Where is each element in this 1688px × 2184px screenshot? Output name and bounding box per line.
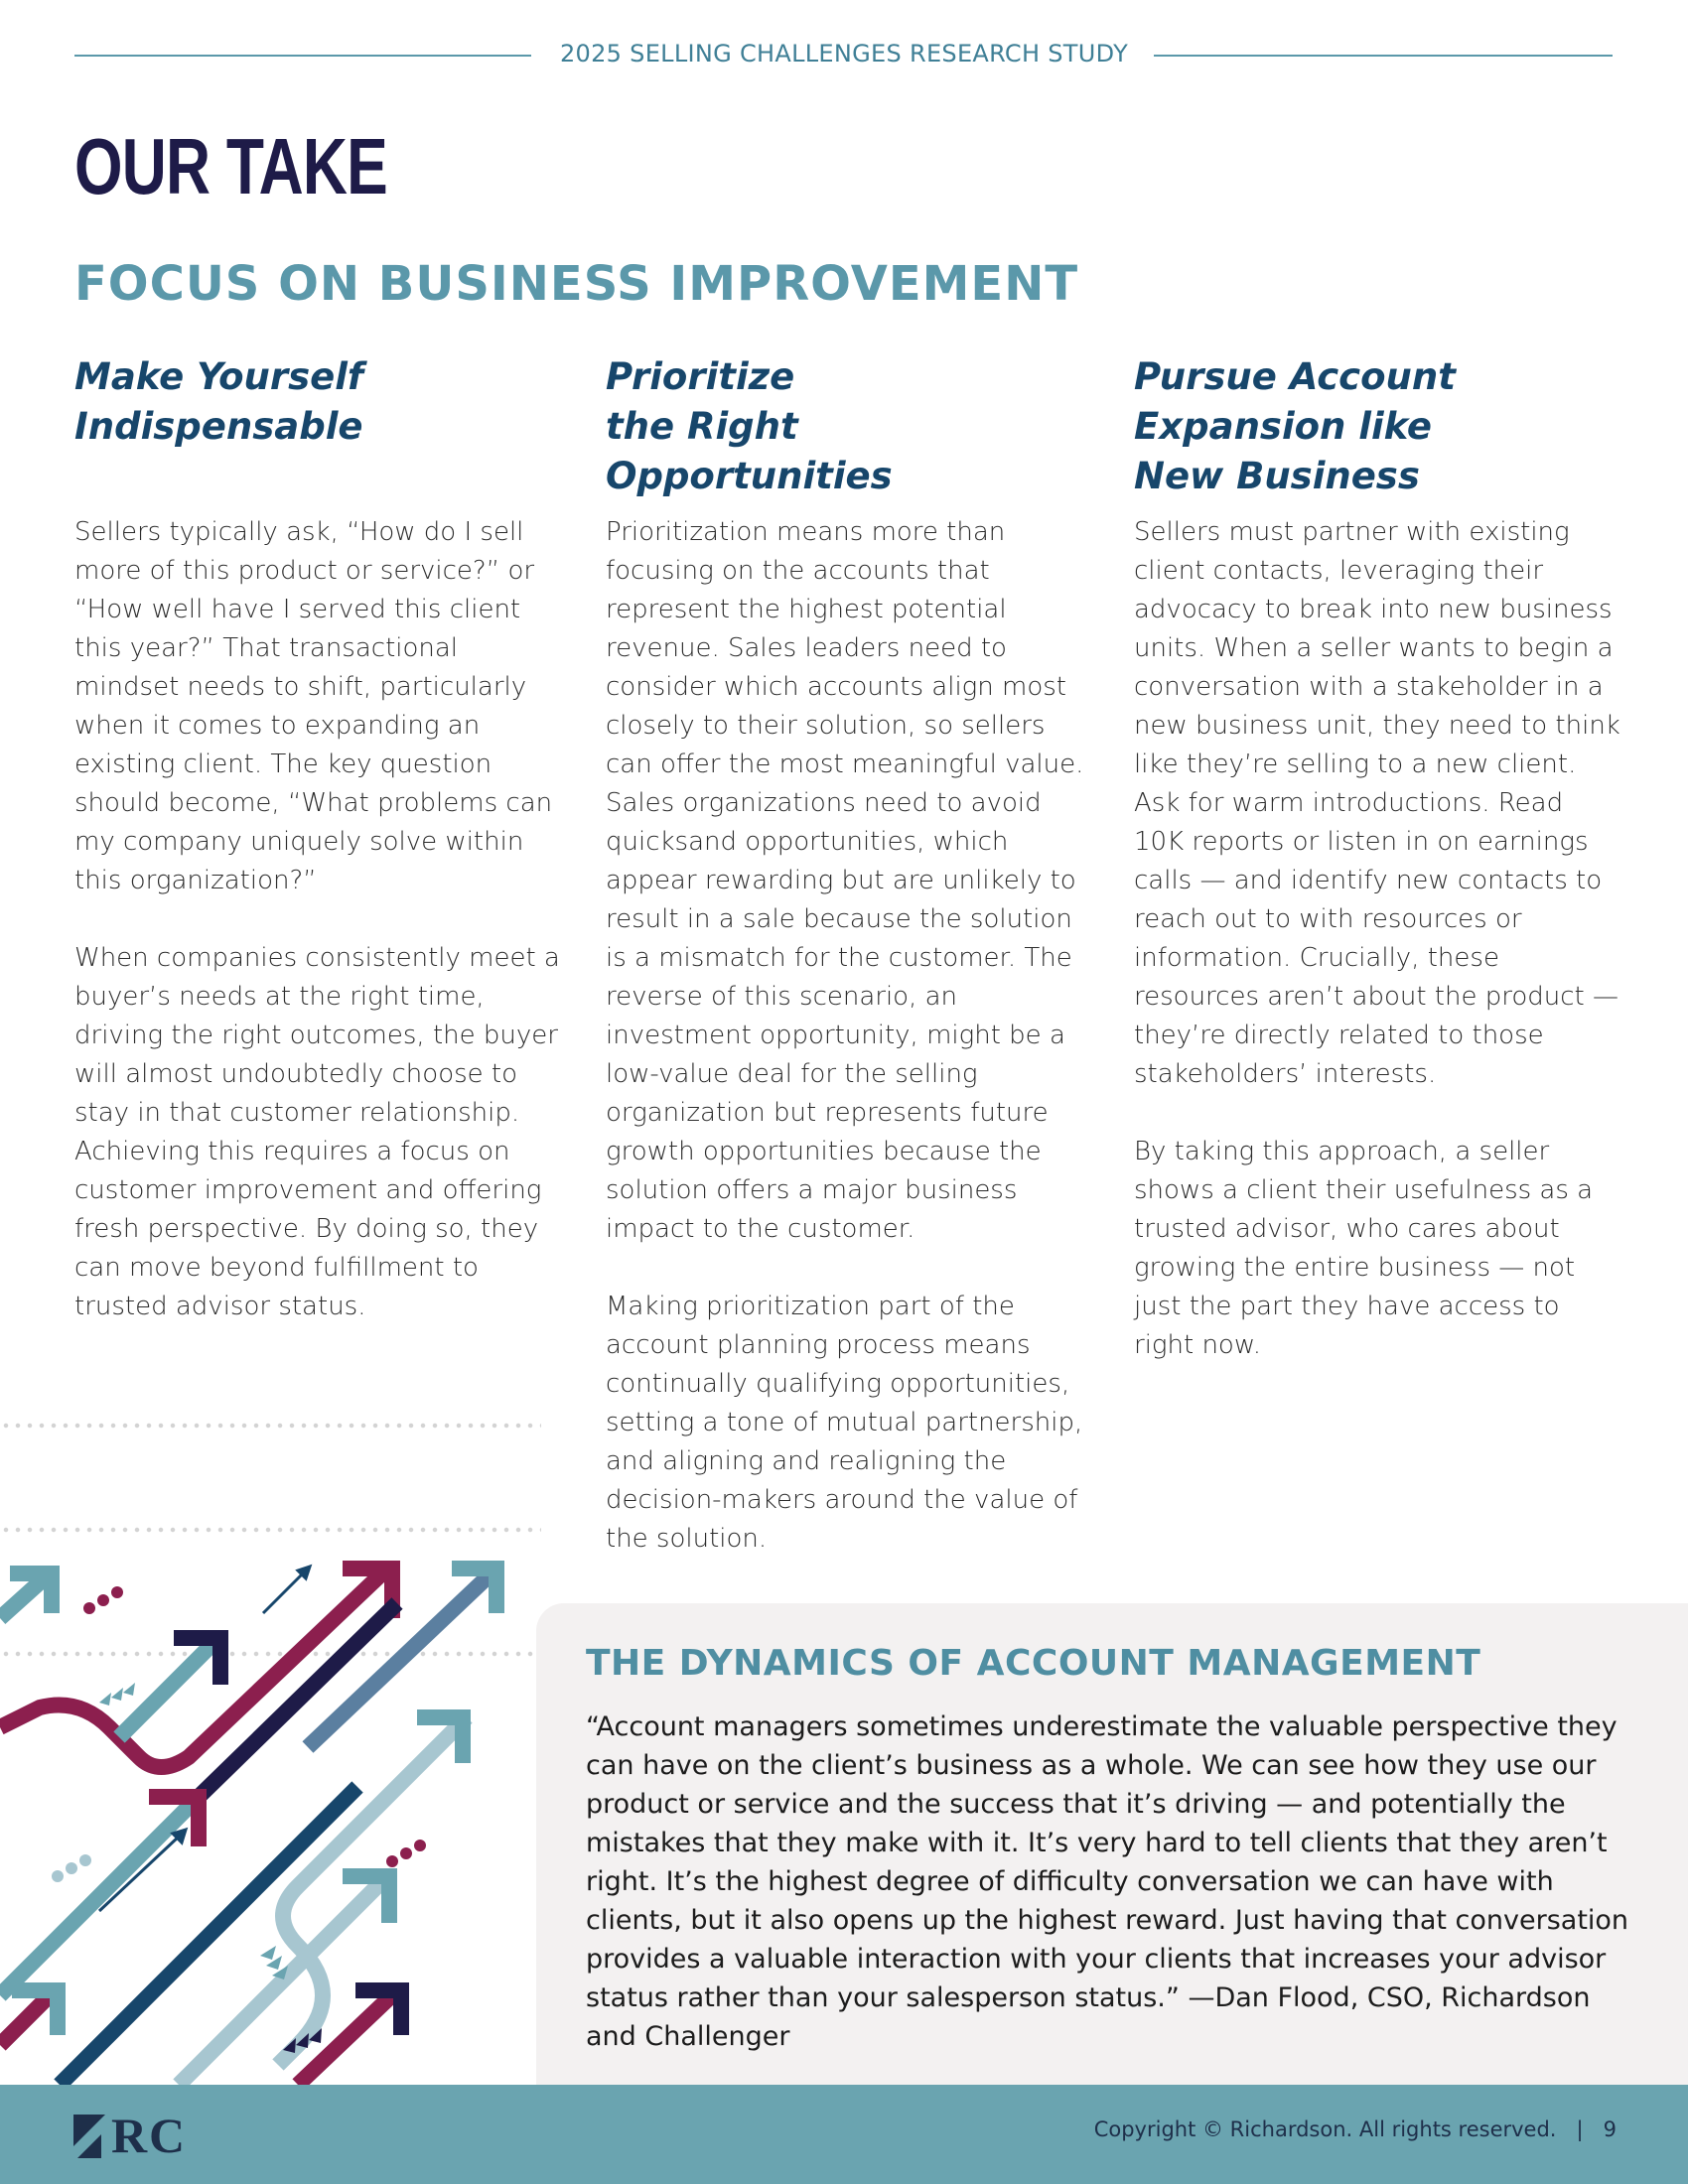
column-body: [74, 513, 561, 1365]
callout-quote: “Account managers sometimes underestimate the valuable perspective they can have on the client’s business as a whole. We can see how they use our product or service and the success that it’s driving — and potentially the mistakes that they make with it. It’s very hard to tell clients that they aren’t right. It’s the highest degree of difficulty conversation we can have with clients, but it also opens up the highest reward. Just having that conversation provides a valuable interaction with your clients that increases your advisor status rather than your salesperson status.” —Dan Flood, CSO, Richardson and Challenger: [586, 1711, 1629, 2052]
paragraph: Sellers typically ask, “How do I sell more of this product or service?” or “How well have I served this client this year?” That transactional mindset needs to shift, particularly when it comes to expanding an existing client. The key question should become, “What problems can my company uniquely solve within this organization?”: [74, 517, 553, 895]
report-title: 2025 SELLING CHALLENGES RESEARCH STUDY: [542, 40, 1146, 68]
column-title: [606, 352, 1092, 501]
copyright: Copyright © Richardson. All rights reserved.: [1093, 2117, 1557, 2141]
dotted-rule: [0, 1423, 541, 1429]
column-title-line: Opportunities: [606, 455, 893, 497]
column-indispensable: [74, 352, 561, 1321]
column-title-line: Make Yourself: [74, 355, 363, 398]
richardson-logo: [71, 2107, 191, 2166]
arrows-illustration: [0, 1529, 541, 2085]
column-body: [606, 513, 1092, 1597]
logo-letter-c: C: [149, 2108, 186, 2163]
page-number: 9: [1603, 2117, 1617, 2141]
column-title: [74, 352, 561, 452]
column-title-line: Expansion like: [1134, 405, 1433, 448]
column-prioritize: [606, 352, 1092, 1554]
column-title-line: New Business: [1134, 455, 1420, 497]
footer-separator: |: [1576, 2117, 1584, 2141]
header: [0, 40, 1688, 68]
callout-title: THE DYNAMICS OF ACCOUNT MANAGEMENT: [586, 1643, 1481, 1684]
column-account-expansion: [1134, 352, 1620, 1360]
paragraph: By taking this approach, a seller shows a client their usefulness as a trusted advisor, who cares about growing the entire business — not just the part they have access to right now.: [1134, 1137, 1594, 1360]
paragraph: Prioritization means more than focusing on the accounts that represent the highest potential revenue. Sales leaders need to consider which accounts align most closely to their solution, so sellers can offer the most meaningful value. Sales organizations need to avoid quicksand opportunities, which appear rewarding but are unlikely to result in a sale because the solution is a mismatch for the customer. The reverse of this scenario, an investment opportunity, might be a low-value deal for the selling organization but represents future growth opportunities because the solution offers a major business impact to the customer.: [606, 517, 1084, 1244]
paragraph: When companies consistently meet a buyer’s needs at the right time, driving the right outcomes, the buyer will almost undoubtedly choose to stay in that customer relationship. Achieving this requires a focus on customer improvement and offering fresh perspective. By doing so, they can move beyond fulfillment to trusted advisor status.: [74, 943, 560, 1321]
paragraph: Making prioritization part of the account planning process means continually qualifying opportunities, setting a tone of mutual partnership, and aligning and realigning the decision-makers around the value of the solution.: [606, 1292, 1083, 1554]
section-title: FOCUS ON BUSINESS IMPROVEMENT: [74, 256, 1079, 312]
footer-info: [1094, 2117, 1617, 2141]
logo-letter-r: R: [111, 2108, 148, 2163]
page-heading: OUR TAKE: [74, 122, 387, 210]
column-title-line: Prioritize: [606, 355, 795, 398]
paragraph: Sellers must partner with existing client contacts, leveraging their advocacy to break into new business units. When a seller wants to begin a conversation with a stakeholder in a new business unit, they need to think like they’re selling to a new client. Ask for warm introductions. Read 10K reports or listen in on earnings calls — and identify new contacts to reach out to with resources or information. Crucially, these resources aren’t about the product — they’re directly related to those stakeholders’ interests.: [1134, 517, 1620, 1089]
column-title-line: Pursue Account: [1134, 355, 1456, 398]
column-body: [1134, 513, 1620, 1404]
column-title-line: Indispensable: [74, 405, 363, 448]
column-title-line: the Right: [606, 405, 798, 448]
column-title: [1134, 352, 1620, 501]
